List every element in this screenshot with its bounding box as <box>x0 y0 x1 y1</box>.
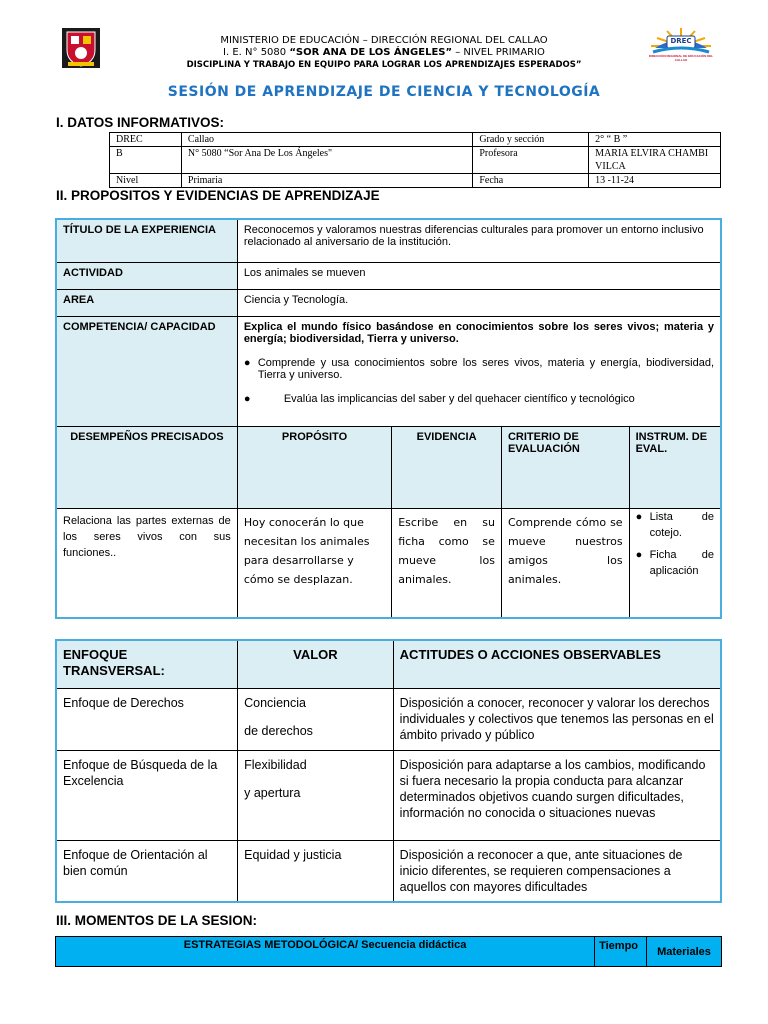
enfoque-actitud: Disposición para adaptarse a los cambios, modificando si fuera necesario la propia conducta para alcanzar determinados objetivos cuando surgen dificultades, información no conocida o situaciones nuevas <box>393 750 721 840</box>
datos-cell: 13 -11-24 <box>589 174 721 188</box>
enfoque-valor <box>238 750 394 840</box>
momentos-table <box>55 936 722 967</box>
enfoque-valor <box>238 688 394 750</box>
enfoque-table <box>55 639 722 903</box>
enfoque-row <box>56 840 721 902</box>
col-proposito: PROPÓSITO <box>237 426 391 508</box>
datos-cell: MARIA ELVIRA CHAMBI VILCA <box>589 147 721 174</box>
capacidad-item: ● Evalúa las implicancias del saber y del quehacer científico y tecnológico <box>244 393 714 405</box>
area-value: Ciencia y Tecnología. <box>237 289 721 316</box>
enfoque-name: Enfoque de Derechos <box>56 688 238 750</box>
col-materiales: Materiales <box>647 937 722 967</box>
valor-line: Flexibilidad <box>244 757 307 772</box>
col-actitudes: ACTITUDES O ACCIONES OBSERVABLES <box>393 640 721 688</box>
datos-row <box>110 133 721 147</box>
section-heading-datos: I. DATOS INFORMATIVOS: <box>56 115 224 130</box>
col-instrum: INSTRUM. DE EVAL. <box>629 426 721 508</box>
valor-line: y apertura <box>244 785 301 800</box>
valor-line: Equidad y justicia <box>244 847 342 862</box>
instrum-item: ● Lista de cotejo. <box>636 509 714 541</box>
enfoque-valor <box>238 840 394 902</box>
capacidad-item: ● Comprende y usa conocimientos sobre los seres vivos, materia y energía, biodiversidad, Tierra y universo. <box>244 357 714 381</box>
col-tiempo: Tiempo <box>595 937 647 967</box>
titulo-label: TÍTULO DE LA EXPERIENCIA <box>56 219 237 262</box>
datos-cell: Primaria <box>181 174 472 188</box>
enfoque-name: Enfoque de Orientación al bien común <box>56 840 238 902</box>
drec-logo-text: DREC <box>670 37 692 45</box>
enfoque-row <box>56 750 721 840</box>
datos-table <box>109 132 721 188</box>
enfoque-actitud: Disposición a reconocer a que, ante situaciones de inicio diferentes, se requieren compensaciones a aquellos con mayores dificultades <box>393 840 721 902</box>
actividad-label: ACTIVIDAD <box>56 262 237 289</box>
propositos-table <box>55 218 722 619</box>
datos-cell: 2° “ B ” <box>589 133 721 147</box>
enfoque-row <box>56 688 721 750</box>
section-heading-momentos: III. MOMENTOS DE LA SESION: <box>56 913 258 928</box>
datos-cell: N° 5080 “Sor Ana De Los Ángeles" <box>181 147 472 174</box>
datos-cell: Grado y sección <box>473 133 589 147</box>
evidencia-value: Escribe en su ficha como se mueve los animales. <box>392 508 502 618</box>
datos-cell: DREC <box>110 133 182 147</box>
col-valor: VALOR <box>238 640 394 688</box>
area-label: AREA <box>56 289 237 316</box>
competencia-value: Explica el mundo físico basándose en conocimientos sobre los seres vivos; materia y energía; biodiversidad, Tierra y universo. <box>243 320 714 345</box>
datos-row <box>110 174 721 188</box>
header-line-3: DISCIPLINA Y TRABAJO EN EQUIPO PARA LOGRAR LOS APRENDIZAJES ESPERADOS” <box>186 60 582 70</box>
col-enfoque: ENFOQUE TRANSVERSAL: <box>56 640 238 688</box>
valor-line: Conciencia <box>244 695 306 710</box>
valor-line: de derechos <box>244 723 313 738</box>
desempeno-value: Relaciona las partes externas de los seres vivos con sus funciones.. <box>56 508 237 618</box>
col-estrategias: ESTRATEGIAS METODOLÓGICA/ Secuencia didáctica <box>56 937 595 967</box>
drec-logo-subtitle: DIRECCIÓN REGIONAL DE EDUCACIÓN DEL CALLAO <box>648 54 714 62</box>
section-heading-propositos: II. PROPOSITOS Y EVIDENCIAS DE APRENDIZAJE <box>56 188 380 203</box>
col-criterio: CRITERIO DE EVALUACIÓN <box>501 426 629 508</box>
header-line-2: I. E. N° 5080 “SOR ANA DE LOS ÁNGELES” – NIVEL PRIMARIO <box>223 47 545 58</box>
datos-cell: B <box>110 147 182 174</box>
instrum-item: ● Ficha de aplicación <box>636 547 714 579</box>
datos-cell: Profesora <box>473 147 589 174</box>
criterio-value: Comprende cómo se mueve nuestros amigos los animales. <box>501 508 629 618</box>
col-evidencia: EVIDENCIA <box>392 426 502 508</box>
competencia-label: COMPETENCIA/ CAPACIDAD <box>56 316 237 426</box>
drec-logo <box>645 26 717 66</box>
proposito-value: Hoy conocerán lo que necesitan los animales para desarrollarse y cómo se desplazan. <box>237 508 391 618</box>
competencia-cell <box>237 316 721 426</box>
header-line-1: MINISTERIO DE EDUCACIÓN – DIRECCIÓN REGIONAL DEL CALLAO <box>220 35 548 46</box>
datos-row <box>110 147 721 174</box>
datos-cell: Callao <box>181 133 472 147</box>
enfoque-name: Enfoque de Búsqueda de la Excelencia <box>56 750 238 840</box>
datos-cell: Fecha <box>473 174 589 188</box>
actividad-value: Los animales se mueven <box>237 262 721 289</box>
enfoque-actitud: Disposición a conocer, reconocer y valorar los derechos individuales y colectivos que tenemos las personas en el ámbito privado y público <box>393 688 721 750</box>
page-title: SESIÓN DE APRENDIZAJE DE CIENCIA Y TECNOLOGÍA <box>167 84 601 100</box>
instrum-cell <box>629 508 721 618</box>
col-desempenos: DESEMPEÑOS PRECISADOS <box>56 426 237 508</box>
titulo-value: Reconocemos y valoramos nuestras diferencias culturales para promover un entorno inclusivo relacionado al aniversario de la institución. <box>237 219 721 262</box>
datos-cell: Nivel <box>110 174 182 188</box>
